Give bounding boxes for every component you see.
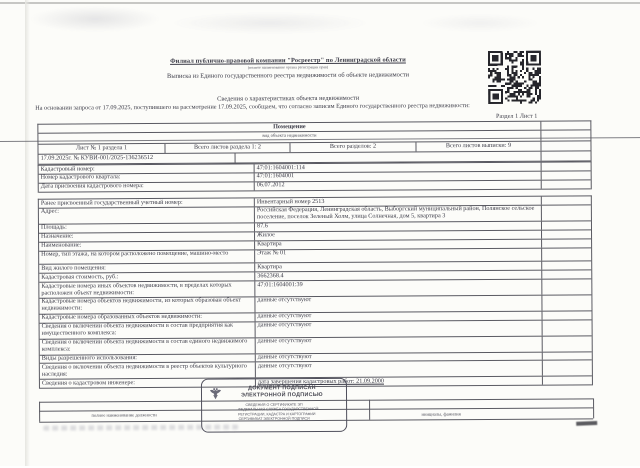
row-label: Номер кадастрового квартала: bbox=[40, 173, 121, 182]
row-value: Российская Федерация, Ленинградская область, Выборгский муниципальный район, Полянское сельское поселение, поселок Зеленый Холм, улица Солнечная, дом 5, квартира 3 bbox=[254, 206, 541, 223]
row-label: Ранее присвоенный государственный учетный номер: bbox=[40, 198, 183, 207]
row-label: Площадь: bbox=[40, 223, 67, 232]
row-label: Кадастровый номер: bbox=[40, 164, 95, 173]
row-value: данные отсутствуют bbox=[255, 320, 542, 337]
stamp-title-line2: ЭЛЕКТРОННОЙ ПОДПИСЬЮ bbox=[241, 392, 323, 399]
sheet-info-cell: Всего листов выписки: 9 bbox=[415, 142, 540, 152]
sheet-info-cell: Всего разделов: 2 bbox=[289, 143, 415, 153]
request-line: На основании запроса от 17.09.2025, поступившего на рассмотрение 17.09.2025, сообщаем, что согласно записям Единого государственного реестра недвижимости: bbox=[35, 102, 470, 112]
row-value: Квартира bbox=[254, 239, 541, 249]
row-value: данные отсутствуют bbox=[255, 336, 542, 353]
row-label: Кадастровые номера иных объектов недвижимости, в пределах которых расположен объект недвижимости: bbox=[41, 281, 232, 297]
emblem-icon bbox=[209, 387, 222, 407]
row-label: Сведения о включении объекта недвижимости в состав единого недвижимого комплекса: bbox=[41, 337, 248, 353]
row-value: дата завершения кадастровых работ: 21.09.2000 bbox=[255, 377, 542, 387]
row-value: 06.07.2012 bbox=[254, 181, 541, 191]
row-value: данные отсутствуют bbox=[254, 296, 541, 313]
row-label: Вид жилого помещения: bbox=[41, 264, 106, 272]
sheet-info-cell: Лист № 1 раздела 1 bbox=[75, 144, 128, 152]
row-value: данные отсутствуют bbox=[255, 311, 542, 321]
row-value: Этаж № 01 bbox=[254, 248, 541, 262]
row-label: Наименование: bbox=[41, 241, 82, 249]
table-row bbox=[39, 180, 591, 192]
row-value: Инвентарный номер 2513 bbox=[254, 197, 541, 207]
signature-name-caption: инициалы, фамилия bbox=[421, 411, 461, 417]
row-value: 47:01:1604001 bbox=[254, 172, 541, 182]
row-label: Назначение: bbox=[41, 232, 74, 240]
row-label: Номер, тип этажа, на котором расположено помещение, машино-место bbox=[41, 249, 229, 258]
row-value: 3662368.4 bbox=[254, 271, 541, 281]
section-title: Сведения о характеристиках объекта недвижимости bbox=[217, 94, 360, 103]
row-label: Дата присвоения кадастрового номера: bbox=[40, 182, 144, 191]
row-value: Жилое bbox=[254, 230, 541, 240]
org-name: Филиал публично-правовой компании "Росреестр" по Ленинградской области bbox=[170, 56, 406, 65]
section-sheet-label: Раздел 1 Лист 1 bbox=[495, 112, 538, 120]
object-type-table bbox=[37, 120, 591, 165]
row-label: Сведения о кадастровом инженере: bbox=[41, 378, 135, 387]
row-label: Кадастровые номера объектов недвижимости, из которых образован объект недвижимости: bbox=[41, 296, 241, 313]
object-type-value: Помещение bbox=[273, 122, 306, 130]
row-label: Сведения о включении объекта недвижимости в состав предприятия как имущественного комплекса: bbox=[41, 321, 234, 337]
row-label: Виды разрешенного использования: bbox=[41, 354, 138, 362]
row-label: Сведения о включении объекта недвижимости в реестр объектов культурного наследия: bbox=[41, 362, 247, 378]
row-value: 47:01:1604001:114 bbox=[254, 163, 541, 173]
row-value: 87.6 bbox=[254, 221, 541, 231]
row-value: данные отсутствуют bbox=[255, 352, 542, 362]
cadastral-table bbox=[38, 161, 592, 192]
doc-title: Выписка из Единого государственного реестра недвижимости об объекте недвижимости bbox=[167, 71, 410, 80]
row-label: Адрес: bbox=[40, 208, 59, 216]
ink-mark bbox=[576, 421, 597, 425]
row-value: данные отсутствуют bbox=[255, 361, 542, 378]
request-number: 17.09.2025г. № КУВИ-001/2025-136236512 bbox=[40, 154, 154, 162]
object-type-caption: вид объекта недвижимости bbox=[262, 132, 317, 138]
row-value: Квартира bbox=[254, 262, 541, 272]
signature-position-caption: полное наименование должности bbox=[91, 412, 157, 418]
stamp-cert-lines: СВЕДЕНИЯ О СЕРТИФИКАТЕ ЭП ФЕДЕРАЛЬНАЯ СЛУЖБА ГОСУДАРСТВЕННОЙ РЕГИСТРАЦИИ, КАДАСТРА И КАРТОГРАФИИ СЕРТИФИКАТ ЭЛЕКТРОННОЙ ПОДПИСИ bbox=[238, 401, 319, 421]
row-value: 47:01:1604001:39 bbox=[254, 280, 541, 297]
details-table bbox=[38, 195, 593, 389]
stamp-title-line1: ДОКУМЕНТ ПОДПИСАН bbox=[248, 385, 316, 392]
row-label: Кадастровая стоимость, руб.: bbox=[41, 272, 119, 281]
org-caption: (полное наименование органа регистрации прав) bbox=[247, 64, 329, 70]
sheet-info-cell: Всего листов раздела 1: 2 bbox=[164, 143, 289, 153]
row-label: Кадастровые номера образованных объектов недвижимости: bbox=[41, 313, 202, 322]
